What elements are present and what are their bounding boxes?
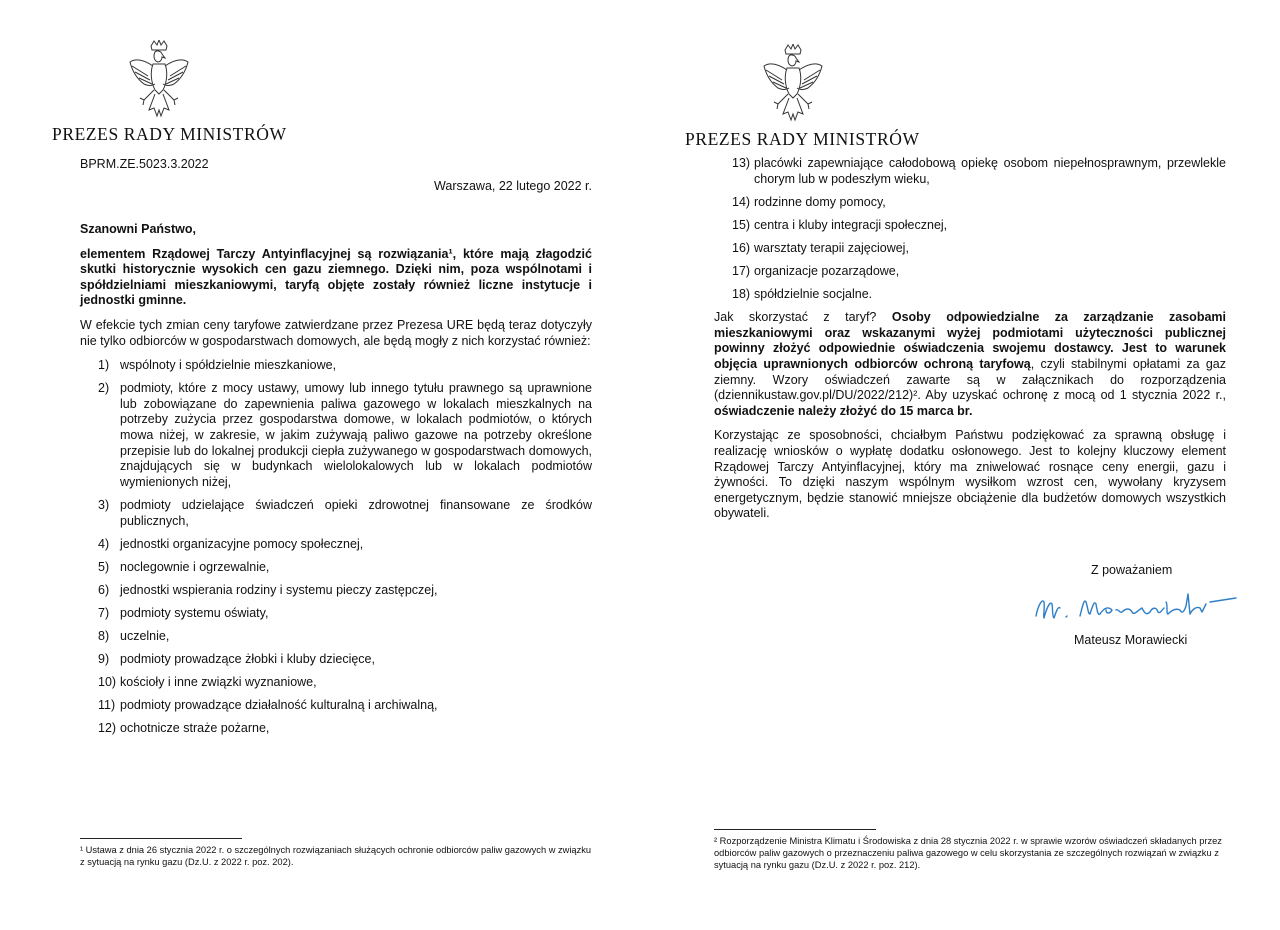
how-requirement: Osoby odpowiedzialne za zarządzanie zasobami mieszkaniowymi oraz wskazanymi wyżej podmiotami użyteczności publicznej powinny złożyć odpowiednie oświadczenia swojemu dostawcy. Jest to warunek objęcia uprawnionych odbiorców ochroną taryfową (714, 310, 1226, 371)
list-item (80, 675, 592, 691)
list-item-text: placówki zapewniające całodobową opiekę osobom niepełnosprawnym, przewlekle chorym lub w podeszłym wieku, (754, 156, 1226, 186)
list-item-number: 18) (732, 287, 751, 302)
list-item-text: wspólnoty i spółdzielnie mieszkaniowe, (120, 358, 337, 373)
list-item (80, 606, 592, 622)
list-item-text: spółdzielnie socjalne. (754, 287, 873, 302)
beneficiary-list (80, 358, 592, 737)
list-item (80, 358, 592, 374)
signer-name: Mateusz Morawiecki (1074, 633, 1188, 647)
closing-paragraph: Korzystając ze sposobności, chciałbym Państwu podziękować za sprawną obsługę i realizację wniosków o wypłatę dodatku osłonowego. Jest to kolejny kluczowy element Rządowej Tarczy Antyinflacyjnej, który ma zniwelować rosnące ceny energii, gazu i żywności. To dzięki naszym wspólnym wysiłkom wzrost cen, wywołany kryzysem energetycznym, będzie stanowić mniejsze obciążenie dla budżetów domowych wszystkich obywateli. (714, 428, 1226, 521)
list-item-text: podmioty prowadzące działalność kulturalną i archiwalną, (120, 698, 438, 713)
intro-paragraph: elementem Rządowej Tarczy Antyinflacyjnej są rozwiązania¹, które mają złagodzić skutki historycznie wysokich cen gazu ziemnego. Dzięki nim, poza wspólnotami i spółdzielniami mieszkaniowymi, taryfą objęte zostały również liczne instytucje i jednostki gminne. (80, 246, 592, 308)
beneficiary-list-continued (714, 156, 1226, 303)
how-to-apply-paragraph (714, 310, 1226, 419)
list-item-text: uczelnie, (120, 628, 170, 643)
letter-page-2 (640, 0, 1280, 930)
header-title: PREZES RADY MINISTRÓW (52, 124, 287, 144)
list-item-text: podmioty systemu oświaty, (120, 605, 269, 620)
polish-eagle-emblem-icon (758, 44, 828, 126)
body-paragraph: W efekcie tych zmian ceny taryfowe zatwierdzane przez Prezesa URE będą teraz dotyczyły nie tylko odbiorców w gospodarstwach domowych, ale będą mogły z nich korzystać również: (80, 317, 592, 348)
list-item (80, 721, 592, 737)
list-item-number: 16) (732, 240, 751, 255)
footnote-1: ¹ Ustawa z dnia 26 stycznia 2022 r. o szczególnych rozwiązaniach służących ochronie odbiorców paliw gazowych w związku z sytuacją na rynku gazu (Dz.U. z 2022 r. poz. 202). (80, 845, 592, 867)
list-item (80, 652, 592, 668)
list-item-text: ochotnicze straże pożarne, (120, 721, 270, 736)
list-item-number: 2) (98, 381, 110, 396)
document-reference: BPRM.ZE.5023.3.2022 (80, 157, 209, 171)
list-item-number: 9) (98, 652, 110, 667)
list-item (714, 287, 1226, 303)
list-item-text: centra i kluby integracji społecznej, (754, 217, 948, 232)
letter-body-right (714, 156, 1226, 531)
header-title: PREZES RADY MINISTRÓW (685, 129, 920, 149)
list-item (80, 583, 592, 599)
list-item-text: rodzinne domy pomocy, (754, 194, 886, 209)
list-item-text: organizacje pozarządowe, (754, 263, 900, 278)
footnote-divider (714, 829, 876, 830)
footnote-divider (80, 838, 242, 839)
list-item (714, 156, 1226, 187)
list-item-number: 11) (98, 698, 116, 713)
list-item (80, 537, 592, 553)
list-item-text: podmioty, które z mocy ustawy, umowy lub innego tytułu prawnego są uprawnione lub zobowiązane do zapewnienia paliwa gazowego w lokalach mieszkalnych na potrzeby zużycia przez gospodarstwa domowe, w lokalach podmiotów, o których mowa niżej, w zakresie, w jakim zużywają paliwo gazowe na potrzeby określone przepisie lub do lokalnej produkcji ciepła zużywanego w gospodarstwach domowych, znajdujących się w budynkach wielolokalowych lub w lokalach podmiotów wymienionych niżej, (120, 381, 592, 489)
list-item (80, 381, 592, 490)
list-item-text: noclegownie i ogrzewalnie, (120, 559, 270, 574)
list-item-number: 1) (98, 358, 110, 373)
how-question: Jak skorzystać z taryf? (714, 310, 892, 325)
polish-eagle-emblem-icon (124, 40, 194, 122)
letter-body-left (80, 222, 592, 744)
list-item-text: jednostki wspierania rodziny i systemu pieczy zastępczej, (120, 582, 438, 597)
list-item (714, 195, 1226, 211)
list-item (80, 629, 592, 645)
list-item-text: podmioty prowadzące żłobki i kluby dziecięce, (120, 652, 375, 667)
list-item-number: 12) (98, 721, 117, 736)
how-details: , czyli stabilnymi opłatami za gaz ziemny. Wzory oświadczeń zawarte są w załącznikach do rozporządzenia (dziennikustaw.gov.pl/DU/2022/212)². Aby uzyskać ochronę z mocą od 1 stycznia 2022 r., (714, 356, 1226, 403)
list-item-number: 7) (98, 605, 110, 620)
how-deadline: oświadczenie należy złożyć do 15 marca br. (714, 403, 973, 418)
list-item (714, 218, 1226, 234)
list-item-number: 8) (98, 628, 110, 643)
handwritten-signature (1032, 588, 1242, 628)
list-item-text: jednostki organizacyjne pomocy społecznej, (120, 536, 364, 551)
list-item-number: 17) (732, 263, 751, 278)
salutation: Szanowni Państwo, (80, 222, 196, 236)
list-item-text: podmioty udzielające świadczeń opieki zdrowotnej finansowane ze środków publicznych, (120, 497, 592, 528)
list-item (714, 264, 1226, 280)
list-item-number: 10) (98, 675, 117, 690)
list-item-number: 15) (732, 217, 751, 232)
list-item (80, 498, 592, 529)
list-item-number: 3) (98, 497, 110, 512)
list-item-text: warsztaty terapii zajęciowej, (754, 240, 909, 255)
list-item-number: 6) (98, 582, 110, 597)
list-item-number: 4) (98, 536, 110, 551)
list-item-number: 5) (98, 559, 110, 574)
list-item (714, 241, 1226, 257)
list-item-text: kościoły i inne związki wyznaniowe, (120, 675, 317, 690)
list-item (80, 560, 592, 576)
closing-regards: Z poważaniem (1091, 563, 1173, 577)
date-line: Warszawa, 22 lutego 2022 r. (434, 179, 592, 193)
list-item-number: 14) (732, 194, 751, 209)
footnote-2: ² Rozporządzenie Ministra Klimatu i Środowiska z dnia 28 stycznia 2022 r. w sprawie wzorów oświadczeń składanych przez odbiorców paliw gazowych o przeznaczeniu paliwa gazowego w celu skorzystania ze szczególnych rozwiązań w związku z sytuacją na rynku gazu (Dz.U. z 2022 r. poz. 212). (714, 836, 1222, 870)
list-item-number: 13) (732, 156, 751, 170)
list-item (80, 698, 592, 714)
